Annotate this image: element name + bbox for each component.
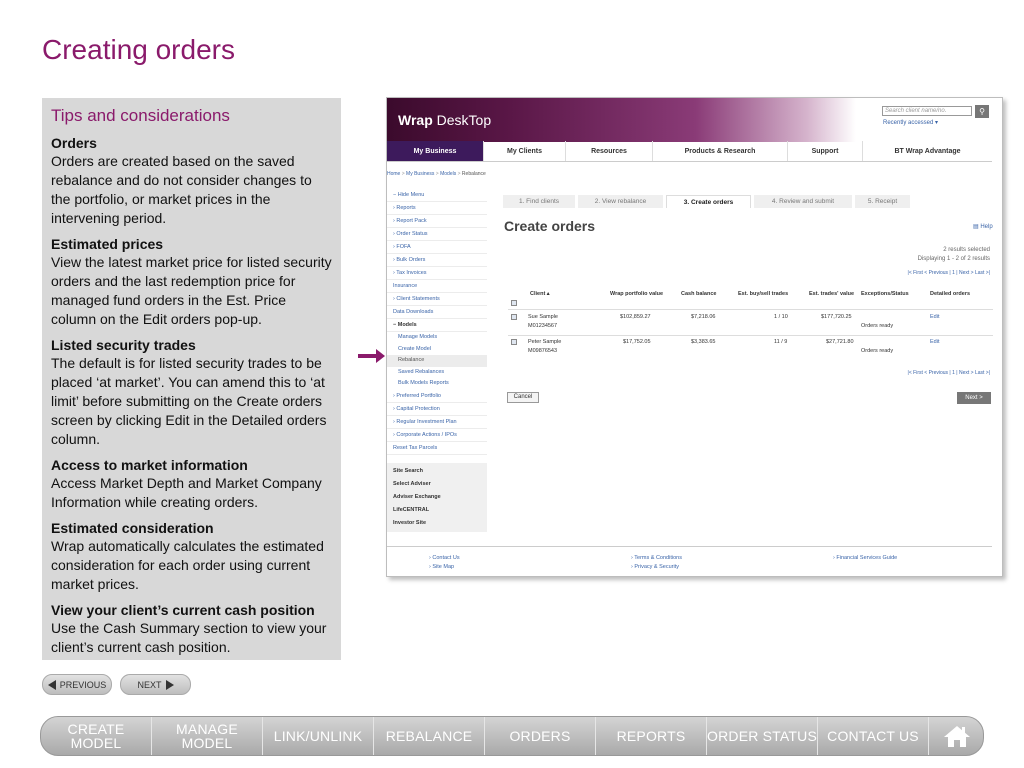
left-menu-tool-item[interactable]: Select Adviser xyxy=(393,480,431,487)
pagination-top[interactable]: |< First < Previous | 1 | Next > Last >| xyxy=(907,270,990,276)
left-menu-item[interactable]: Create Model xyxy=(398,345,432,352)
breadcrumb-models[interactable]: Models xyxy=(440,171,457,177)
client-name: Sue Sample xyxy=(528,314,558,320)
portfolio-value: $102,859.27 xyxy=(620,314,651,320)
page-title: Creating orders xyxy=(42,34,235,65)
divider xyxy=(508,335,993,336)
cash-balance: $3,383.65 xyxy=(691,339,716,345)
tip-body: Access Market Depth and Market Company Information while creating orders. xyxy=(51,475,322,510)
pointer-arrow-shaft xyxy=(358,354,376,358)
pagination-bottom[interactable]: |< First < Previous | 1 | Next > Last >| xyxy=(907,370,990,376)
left-menu-item[interactable]: › FOFA xyxy=(387,241,487,254)
tip-heading: View your client’s current cash position xyxy=(51,602,315,618)
tips-panel xyxy=(42,98,341,660)
terms-link[interactable]: › Terms & Conditions xyxy=(631,555,682,561)
search-icon[interactable]: ⚲ xyxy=(975,105,989,118)
nav-support[interactable]: Support xyxy=(788,141,863,161)
tip-body: View the latest market price for listed security orders and the last redemption price for managed fund orders in the Est. Price column on the Edit orders pop-up. xyxy=(51,254,332,327)
left-menu-item[interactable]: › Report Pack xyxy=(387,215,487,228)
client-search-input[interactable]: Search client name/no. xyxy=(882,106,972,116)
breadcrumb-home[interactable]: Home xyxy=(387,171,401,177)
next-button[interactable] xyxy=(120,674,191,695)
step-review-submit[interactable]: 4. Review and submit xyxy=(754,195,852,208)
row-checkbox[interactable] xyxy=(511,339,517,345)
tip-listed-security-trades xyxy=(51,336,332,449)
results-summary xyxy=(918,246,990,264)
col-est-trades-value: Est. trades' value xyxy=(809,291,855,297)
tip-cash-position xyxy=(51,601,332,657)
app-header xyxy=(387,98,1003,142)
app-screenshot xyxy=(386,97,1003,577)
results-selected: 2 results selected xyxy=(943,247,990,253)
left-menu-item[interactable]: › Client Statements xyxy=(387,293,487,306)
app-logo: Wrap DeskTop xyxy=(398,112,492,128)
row-checkbox[interactable] xyxy=(511,314,517,320)
col-detailed-orders: Detailed orders xyxy=(930,291,971,297)
edit-link[interactable]: Edit xyxy=(930,339,940,345)
est-trades-value: $27,721.80 xyxy=(826,339,854,345)
left-menu-item[interactable]: Data Downloads xyxy=(387,306,487,319)
select-all-checkbox[interactable] xyxy=(511,300,517,306)
tip-estimated-prices xyxy=(51,235,332,329)
nav-rebalance[interactable]: REBALANCE xyxy=(374,717,485,755)
tip-heading: Listed security trades xyxy=(51,337,196,353)
col-exceptions-status: Exceptions/Status xyxy=(861,291,909,297)
step-receipt[interactable]: 5. Receipt xyxy=(855,195,910,208)
nav-reports[interactable]: REPORTS xyxy=(596,717,707,755)
left-menu-item[interactable]: − Models xyxy=(387,319,487,332)
privacy-link[interactable]: › Privacy & Security xyxy=(631,564,679,570)
est-trades: 11 / 9 xyxy=(774,339,788,345)
step-create-orders[interactable]: 3. Create orders xyxy=(666,195,751,208)
next-label: NEXT xyxy=(137,679,162,690)
left-menu-item[interactable]: Manage Models xyxy=(398,334,438,340)
left-menu-item[interactable]: Insurance xyxy=(387,280,487,293)
nav-order-status[interactable]: ORDER STATUS xyxy=(707,717,818,755)
left-menu xyxy=(387,189,487,532)
nav-create-model[interactable]: CREATE MODEL xyxy=(41,717,152,755)
triangle-left-icon xyxy=(48,680,56,690)
nav-orders[interactable]: ORDERS xyxy=(485,717,596,755)
bottom-navigation xyxy=(40,716,984,756)
wizard-steps xyxy=(503,195,910,208)
nav-my-business[interactable]: My Business xyxy=(387,141,484,161)
left-menu-tool-item[interactable]: LifeCENTRAL xyxy=(393,506,430,513)
tip-orders xyxy=(51,134,332,228)
tip-body: The default is for listed security trades to be placed ‘at market’. You can amend this to ‘at limit’ before submitting on the Create orders screen by clicking Edit in the Detailed orders column. xyxy=(51,355,327,447)
tip-heading: Orders xyxy=(51,135,97,151)
portfolio-value: $17,752.05 xyxy=(623,339,651,345)
left-menu-tools xyxy=(387,463,487,532)
client-name: Peter Sample xyxy=(528,339,562,345)
left-menu-tool-item[interactable]: Investor Site xyxy=(393,519,427,526)
table-row xyxy=(508,337,993,359)
previous-label: PREVIOUS xyxy=(59,679,107,690)
col-cash-balance: Cash balance xyxy=(681,291,717,297)
table-header xyxy=(508,291,993,299)
left-menu-item[interactable]: › Tax Invoices xyxy=(387,267,487,280)
col-est-trades: Est. buy/sell trades xyxy=(738,291,789,297)
left-menu-tool-item[interactable]: Adviser Exchange xyxy=(393,493,441,500)
tip-heading: Estimated prices xyxy=(51,236,164,252)
client-id: M01234567 xyxy=(528,323,558,329)
step-view-rebalance[interactable]: 2. View rebalance xyxy=(578,195,663,208)
tip-heading: Estimated consideration xyxy=(51,520,214,536)
est-trades: 1 / 10 xyxy=(774,314,788,320)
divider xyxy=(508,309,993,310)
status: Orders ready xyxy=(861,323,894,329)
edit-link[interactable]: Edit xyxy=(930,314,940,320)
step-find-clients[interactable]: 1. Find clients xyxy=(503,195,575,208)
est-trades-value: $177,720.25 xyxy=(821,314,852,320)
tip-body: Wrap automatically calculates the estimated consideration for each order using current market prices. xyxy=(51,538,324,592)
tips-title: Tips and considerations xyxy=(51,106,230,125)
triangle-right-icon xyxy=(166,680,174,690)
create-orders-heading: Create orders xyxy=(504,218,596,234)
client-id: M09876543 xyxy=(528,348,558,354)
left-menu-tool-item[interactable]: Site Search xyxy=(393,467,423,474)
breadcrumb-current: Rebalance xyxy=(461,171,486,177)
nav-contact-us[interactable]: CONTACT US xyxy=(818,717,929,755)
left-menu-item[interactable]: Saved Rebalances xyxy=(398,368,445,375)
nav-products-research[interactable]: Products & Research xyxy=(653,141,788,161)
left-menu-item[interactable]: › Bulk Orders xyxy=(387,254,487,267)
results-displaying: Displaying 1 - 2 of 2 results xyxy=(917,256,990,262)
left-menu-item[interactable]: › Preferred Portfolio xyxy=(387,390,487,403)
col-client[interactable]: Client ▴ xyxy=(530,291,550,297)
left-menu-item[interactable]: Rebalance xyxy=(387,355,487,367)
left-menu-item[interactable]: › Corporate Actions / IPOs xyxy=(387,429,487,442)
left-menu-item[interactable]: Bulk Models Reports xyxy=(398,380,449,386)
tip-estimated-consideration xyxy=(51,519,332,594)
nav-resources[interactable]: Resources xyxy=(566,141,653,161)
cancel-button[interactable]: Cancel xyxy=(507,392,539,403)
tip-heading: Access to market information xyxy=(51,457,248,473)
tip-market-information xyxy=(51,456,332,512)
nav-manage-model[interactable]: MANAGE MODEL xyxy=(152,717,263,755)
table-row xyxy=(508,312,993,334)
recently-accessed-link[interactable]: Recently accessed ▾ xyxy=(883,120,939,126)
previous-button[interactable] xyxy=(42,674,112,695)
tip-body: Use the Cash Summary section to view your client’s current cash position. xyxy=(51,620,327,655)
fsg-link[interactable]: › Financial Services Guide xyxy=(833,555,898,561)
nav-bt-wrap-advantage[interactable]: BT Wrap Advantage xyxy=(894,148,961,155)
left-menu-item[interactable]: − Hide Menu xyxy=(387,189,487,202)
left-menu-item[interactable]: › Order Status xyxy=(387,228,487,241)
left-menu-item[interactable]: › Reports xyxy=(387,202,487,215)
col-wrap-portfolio-value: Wrap portfolio value xyxy=(610,291,664,297)
cash-balance: $7,218.06 xyxy=(691,314,716,320)
site-map-link[interactable]: › Site Map xyxy=(429,564,455,570)
nav-link-unlink[interactable]: LINK/UNLINK xyxy=(263,717,374,755)
left-menu-item[interactable]: › Capital Protection xyxy=(387,403,487,416)
nav-my-clients[interactable]: My Clients xyxy=(484,141,566,161)
home-icon[interactable] xyxy=(929,717,984,755)
contact-us-link[interactable]: › Contact Us xyxy=(429,555,460,561)
tip-body: Orders are created based on the saved rebalance and do not consider changes to the portfolio, or market prices in the intervening period. xyxy=(51,153,312,226)
pointer-arrow-icon xyxy=(376,349,385,363)
next-step-button[interactable]: Next > xyxy=(957,392,991,404)
left-menu-item[interactable]: Reset Tax Parcels xyxy=(387,442,487,455)
left-menu-item[interactable]: › Regular Investment Plan xyxy=(387,416,487,429)
breadcrumb-my-business[interactable]: My Business xyxy=(406,171,435,177)
status: Orders ready xyxy=(861,348,894,354)
app-footer xyxy=(387,546,992,577)
help-link[interactable]: ▤ Help xyxy=(973,224,993,230)
top-navigation xyxy=(387,141,992,162)
breadcrumb: Home > My Business > Models > Rebalance xyxy=(387,171,486,177)
